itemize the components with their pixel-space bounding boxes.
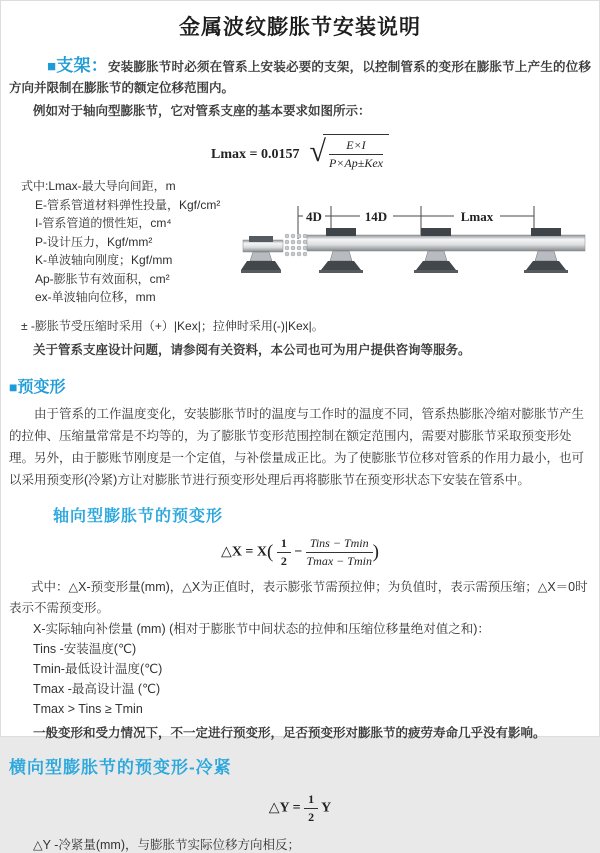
formula-lmax [9, 134, 591, 171]
axial-definition-line: Tmax -最高设计温 (℃) [33, 682, 161, 696]
support-example-line: 例如对于轴向型膨胀节，它对管系支座的基本要求如图所示： [33, 104, 371, 118]
lateral-half-numerator: 1 [304, 792, 318, 809]
definition-line: K-单波轴向刚度；Kgf/mm [35, 253, 173, 267]
blue-square-icon: ■ [9, 379, 18, 395]
anchor-clamp [249, 236, 273, 242]
formula-axial-lhs: △X = X [221, 544, 268, 560]
dim-label-4d: 4D [306, 209, 322, 224]
predeform-paragraph: 由于管系的工作温度变化，安装膨胀节时的温度与工作时的温度不同，管系热膨胀冷缩对膨胀节产生的拉伸、压缩量常常是不均等的，为了膨胀节变形范围控制在额定范围内，需要对膨胀节采取预变形处理。另外，由于膨账节刚度是一个定值，与补偿量成正比。为了使膨胀节位移对管系的作用力最小，也可以采用预变形(冷紧)方让对膨胀节进行预变形处理后再将膨胀节在预变形状态下安装在管系中。 [9, 407, 585, 487]
axial-explain-paragraph: 式中：△X-预变形量(mm)，△X为正值时，表示膨张节需预拉伸；为负值时，表示需预压缩；△X＝0时表示不需预变形。 [9, 580, 588, 615]
close-paren: ) [372, 541, 379, 563]
axial-definition-line: X-实际轴向补偿量 (mm) (相对于膨胀节中间状态的拉伸和压缩位移量绝对值之和)： [33, 622, 490, 636]
axial-definition-line: Tmax > Tins ≥ Tmin [33, 702, 143, 716]
page-title: 金属波纹膨胀节安装说明 [179, 16, 421, 39]
lateral-subsection-heading: 横向型膨胀节的预变形-冷紧 [9, 758, 232, 777]
blue-square-icon: ■ [47, 58, 57, 75]
support-heading-label: 支架： [56, 56, 108, 75]
lateral-note: △Y -冷紧量(mm)，与膨胀节实际位移方向相反； [33, 838, 301, 852]
definition-line: Ap-膨胀节有效面积，cm² [35, 271, 170, 286]
sqrt-icon: √ [309, 135, 326, 168]
support-note: 关于管系支座设计问题，请参阅有关资料，本公司也可为用户提供咨询等服务。 [33, 343, 471, 357]
dim-label-14d: 14D [364, 209, 388, 224]
support-pedestal [241, 252, 281, 273]
formula-lateral-rhs: Y [321, 800, 332, 816]
definition-line: ex-单波轴向位移，mm [35, 290, 156, 304]
definition-line: E-管系管道材料弹性投量，Kgf/cm² [35, 197, 221, 212]
axial-definition-line: Tmin-最低设计温度(℃) [33, 662, 163, 676]
formula-axial-denominator: Tmax − Tmin [306, 554, 372, 568]
formula-axial [9, 536, 591, 569]
formula-lateral-lhs: △Y = [268, 800, 301, 816]
open-paren: ( [267, 541, 274, 563]
axial-note: 一般变形和受力情况下，不一定进行预变形，足否预变形对膨胀节的疲劳寿命几乎没有影响。 [33, 726, 546, 740]
support-intro-paragraph [9, 55, 591, 99]
radical-expression [310, 134, 389, 171]
formula-lmax-denominator: P×Ap±Kex [328, 156, 383, 170]
definition-line: I-管系管道的惯性矩，cm⁴ [35, 216, 172, 230]
minus-sign: − [294, 544, 303, 560]
dim-label-lmax: Lmax [460, 209, 494, 224]
support-intro-text: 安装膨胀节时必须在管系上安装必要的支架，以控制管系的变形在膨胀节上产生的位移方向并限制在膨胀节的额定位移范围内。 [9, 60, 591, 95]
pipe-support-diagram [241, 199, 596, 299]
pipe [307, 235, 585, 251]
definition-line: 式中:Lmax-最大导向间距，m [21, 179, 176, 193]
axial-definition-line: Tins -安装温度(℃) [33, 642, 137, 656]
plus-minus-note: ± -膨胀节受压缩时采用（+）|Kex|；拉伸时采用(-)|Kex|。 [21, 319, 324, 333]
support-section-heading [47, 56, 108, 75]
half-denominator: 2 [280, 554, 287, 568]
formula-lmax-lhs: Lmax = 0.0157 [211, 147, 300, 162]
bellows-icon [285, 234, 307, 256]
definitions-and-diagram [9, 177, 591, 315]
axial-subsection-heading: 轴向型膨胀节的预变形 [53, 508, 224, 525]
formula-lateral [9, 792, 591, 825]
formula-lmax-numerator: E×I [329, 138, 383, 155]
definition-line: P-设计压力，Kgf/mm² [35, 234, 153, 249]
predeform-heading-label: 预变形 [17, 379, 66, 396]
half-numerator: 1 [277, 536, 291, 553]
lateral-half-denominator: 2 [308, 810, 315, 824]
formula-axial-numerator: Tins − Tmin [306, 536, 373, 553]
predeform-section-heading [9, 374, 591, 397]
